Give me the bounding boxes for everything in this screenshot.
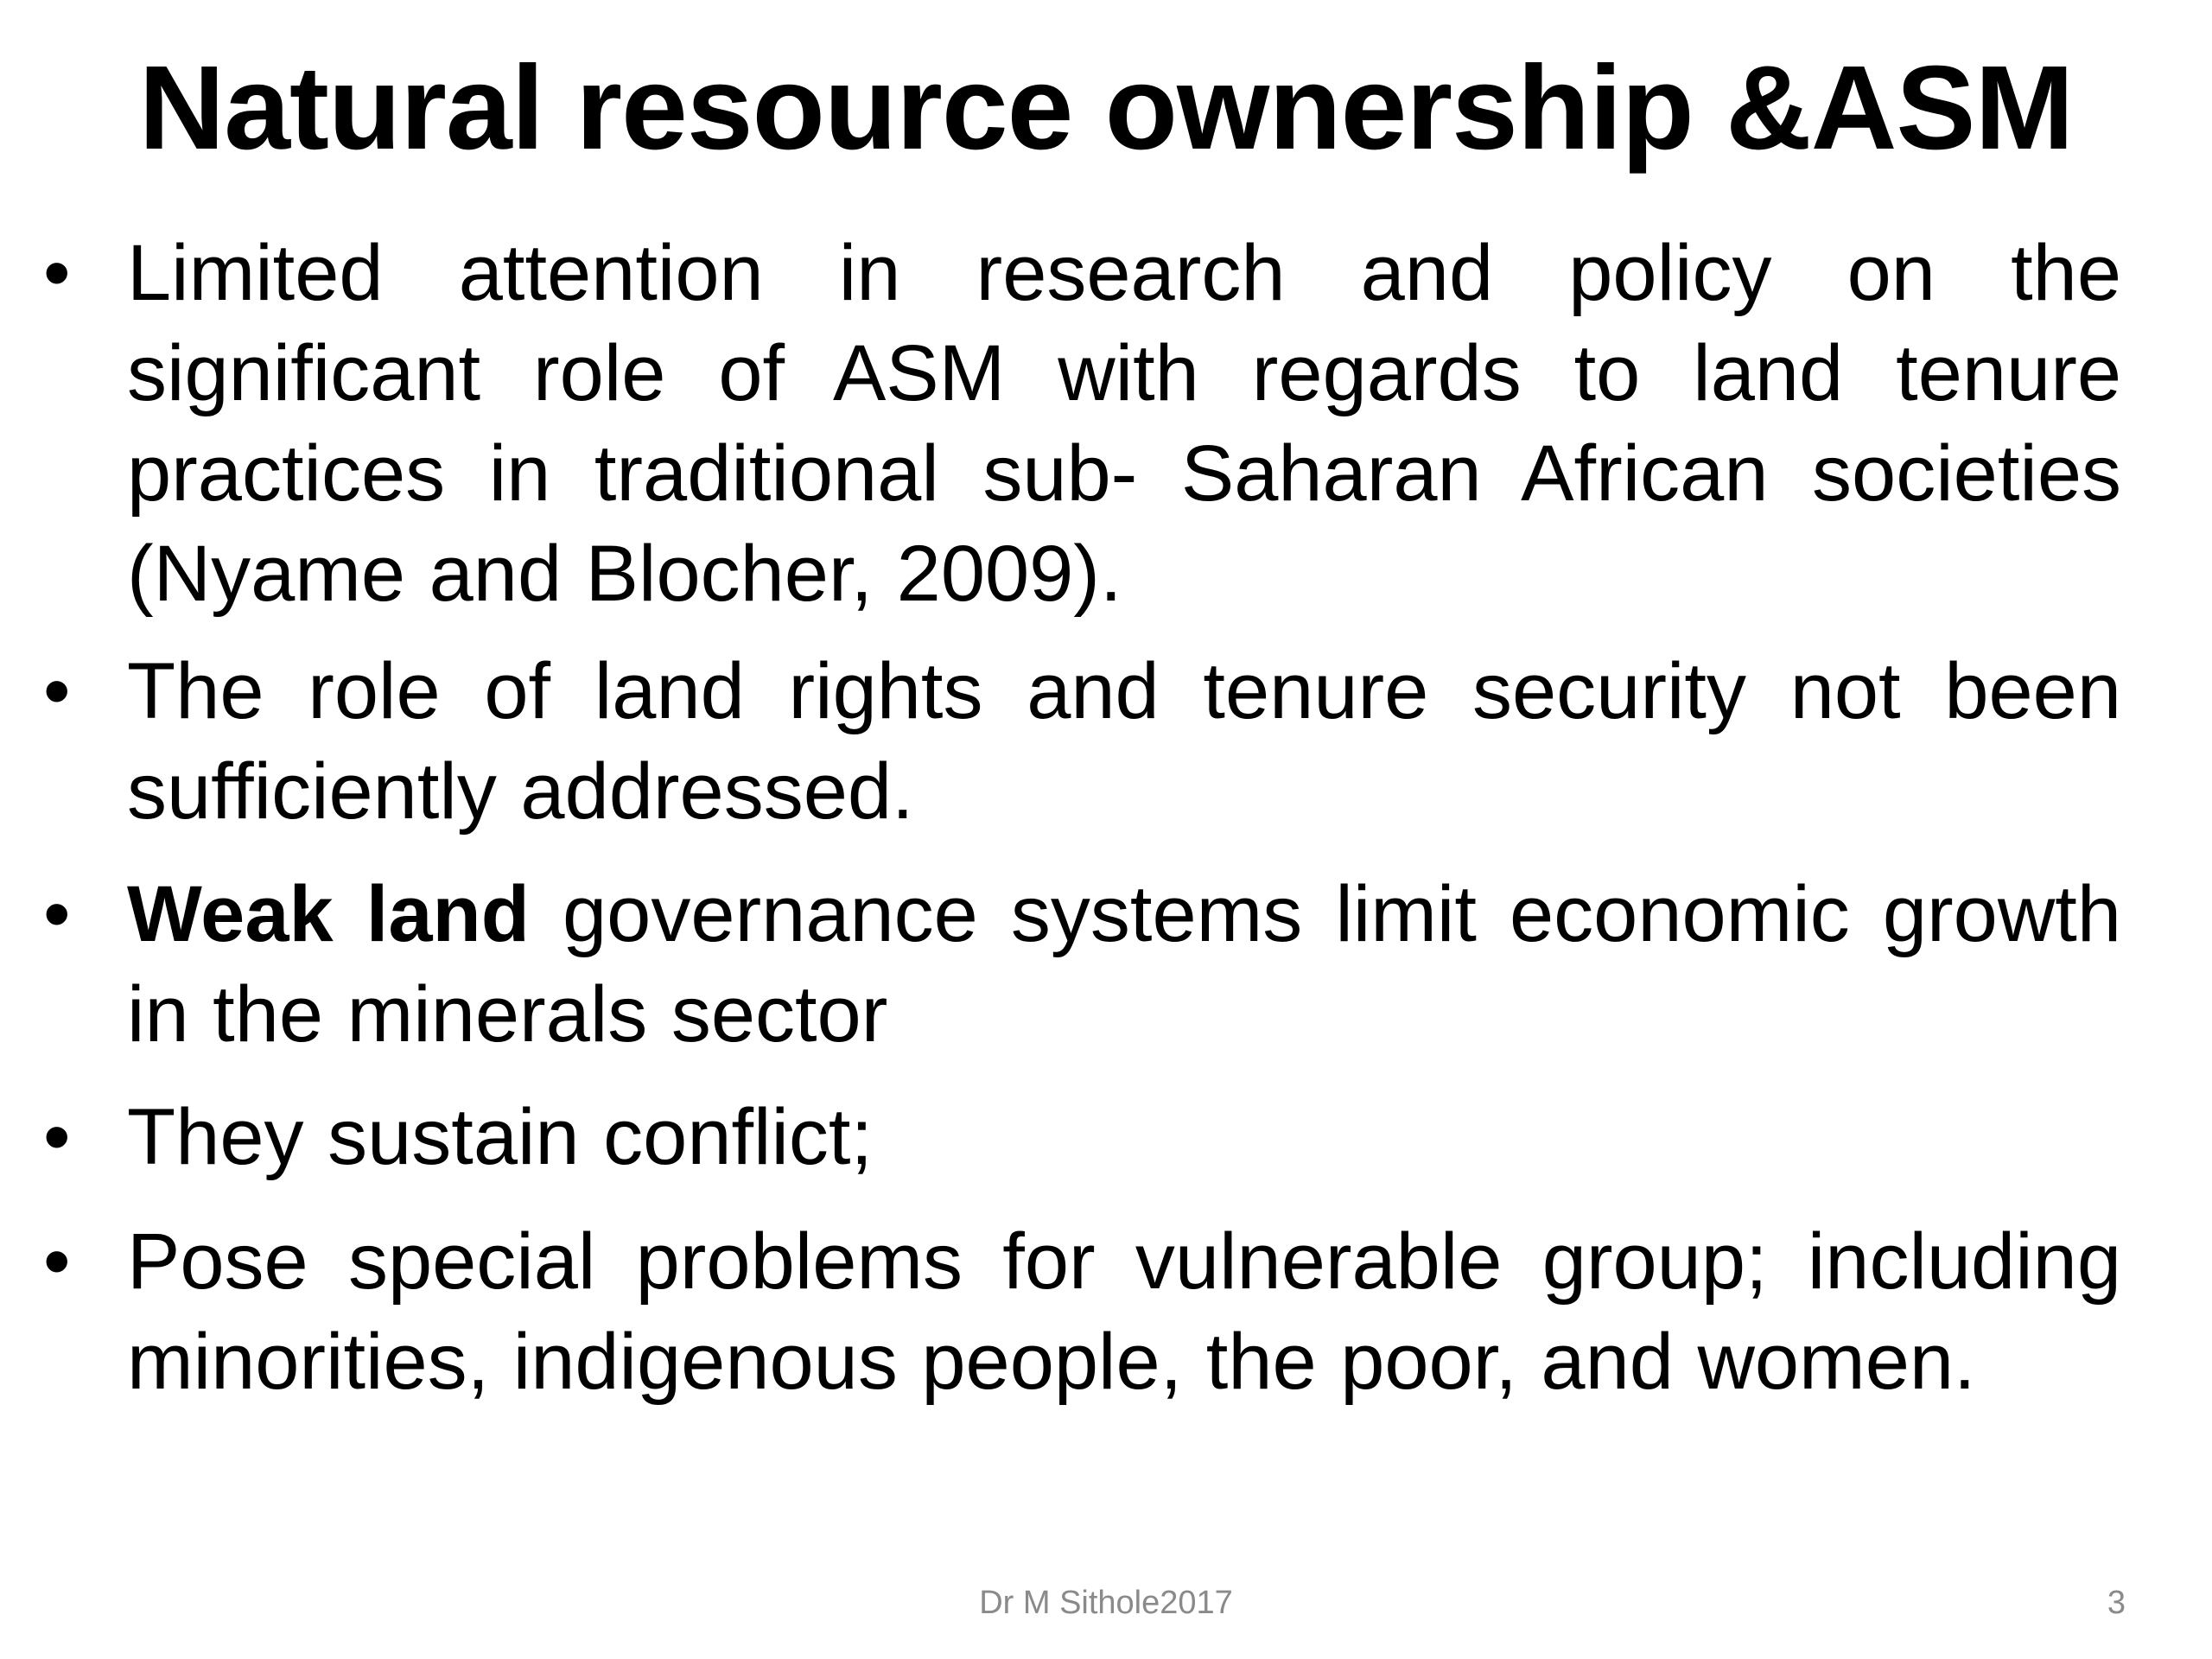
- page-number: 3: [2107, 1585, 2126, 1621]
- bullet-text: [127, 223, 2121, 624]
- slide-title: Natural resource ownership &ASM: [138, 41, 2074, 175]
- bullet-icon: •: [43, 1218, 71, 1305]
- bullet-icon: •: [43, 648, 71, 734]
- bullet-bold-text: Weak land: [127, 870, 530, 958]
- bullet-body-text: They sustain conflict;: [127, 1093, 874, 1181]
- bullet-body-text: governance systems limit economic growth in the minerals sector: [127, 870, 2121, 1058]
- bullet-body-text: The role of land rights and tenure security not been sufficiently addressed.: [127, 647, 2121, 836]
- bullet-body-text: Limited attention in research and policy on the significant role of ASM with regards to land tenure practices in traditional sub- Saharan African societies (Nyame and Blocher, 2009).: [127, 229, 2121, 618]
- bullet-body-text: Pose special problems for vulnerable group; including minorities, indigenous people, the poor, and women.: [127, 1217, 2121, 1406]
- bullet-icon: •: [43, 871, 71, 957]
- slide-footer: Dr M Sithole2017: [979, 1585, 1233, 1621]
- bullet-text: [127, 1087, 2121, 1187]
- bullet-text: [127, 1211, 2121, 1412]
- bullet-icon: •: [43, 230, 71, 316]
- bullet-icon: •: [43, 1094, 71, 1180]
- bullet-text: [127, 641, 2121, 842]
- bullet-text: [127, 864, 2121, 1065]
